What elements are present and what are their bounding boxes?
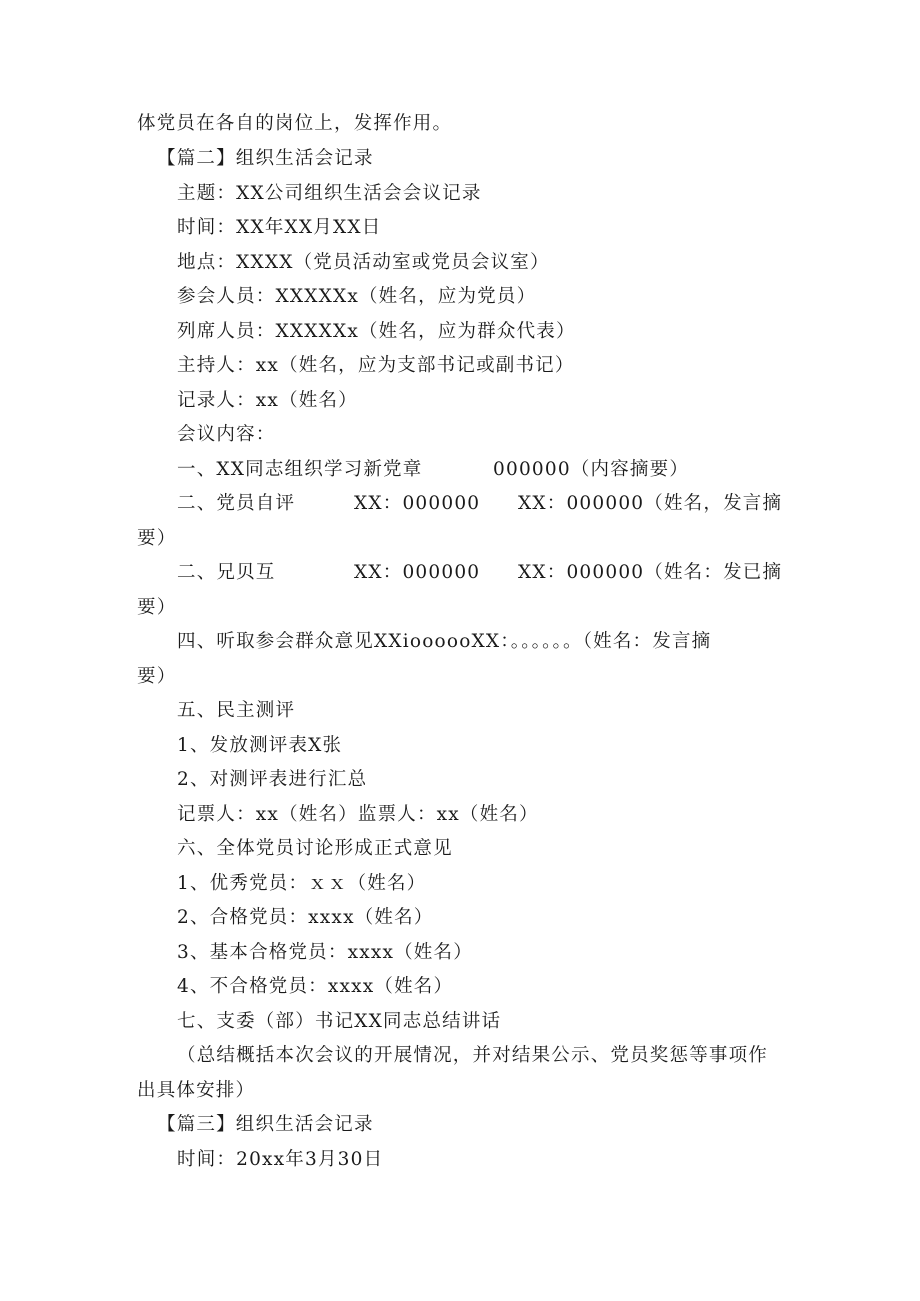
agenda-item-4-wrap: 要） <box>137 666 177 687</box>
meeting-time: 时间：XX年XX月XX日 <box>177 217 382 238</box>
agenda-item-1-summary: 000000（内容摘要） <box>493 459 690 480</box>
meeting-recorder: 记录人：xx（姓名） <box>177 390 358 411</box>
meeting-observers: 列席人员：XXXXXx（姓名，应为群众代表） <box>177 321 576 342</box>
section2-heading: 【篇二】组织生活会记录 <box>157 148 374 169</box>
section3-heading: 【篇三】组织生活会记录 <box>157 1114 374 1135</box>
intro-tail-line: 体党员在各自的岗位上，发挥作用。 <box>137 113 453 134</box>
agenda-item-3-speaker-a: XX：000000 <box>354 562 481 583</box>
agenda-item-1-title: 一、XX同志组织学习新党章 <box>177 459 423 480</box>
agenda-item-7: 七、支委（部）书记XX同志总结讲话 <box>177 1011 502 1032</box>
agenda-item-2-wrap: 要） <box>137 528 177 549</box>
agenda-item-5: 五、民主测评 <box>177 700 296 721</box>
agenda-item-2-speaker-a: XX：000000 <box>354 493 481 514</box>
meeting-place: 地点：XXXX（党员活动室或党员会议室） <box>177 252 550 273</box>
agenda-item-6-1: 1、优秀党员：ｘｘ（姓名） <box>177 873 427 894</box>
meeting-subject: 主题：XX公司组织生活会会议记录 <box>177 183 482 204</box>
agenda-item-2-title: 二、党员自评 <box>177 493 296 514</box>
agenda-item-3-wrap: 要） <box>137 597 177 618</box>
agenda-item-6-2: 2、合格党员：xxxx（姓名） <box>177 907 434 928</box>
agenda-summary: （总结概括本次会议的开展情况，并对结果公示、党员奖惩等事项作 <box>177 1045 769 1066</box>
meeting-attendees: 参会人员：XXXXXx（姓名，应为党员） <box>177 286 537 307</box>
agenda-summary-wrap: 出具体安排） <box>137 1080 256 1101</box>
agenda-item-3-title: 二、兄贝互 <box>177 562 276 583</box>
agenda-item-6: 六、全体党员讨论形成正式意见 <box>177 838 453 859</box>
agenda-item-3-speaker-b: XX：000000（姓名：发已摘 <box>518 562 783 583</box>
agenda-item-6-3: 3、基本合格党员：xxxx（姓名） <box>177 942 473 963</box>
meeting-content-label: 会议内容： <box>177 424 276 445</box>
agenda-item-5-1: 1、发放测评表X张 <box>177 735 343 756</box>
agenda-item-5-3: 记票人：xx（姓名）监票人：xx（姓名） <box>177 804 539 825</box>
agenda-item-4: 四、听取参会群众意见XXioooooXX：。。。。。。（姓名：发言摘 <box>177 631 712 652</box>
meeting-host: 主持人：xx（姓名，应为支部书记或副书记） <box>177 355 575 376</box>
agenda-item-6-4: 4、不合格党员：xxxx（姓名） <box>177 976 454 997</box>
agenda-item-2-speaker-b: XX：000000（姓名，发言摘 <box>518 493 783 514</box>
section3-time: 时间：20xx年3月30日 <box>177 1149 384 1170</box>
agenda-item-5-2: 2、对测评表进行汇总 <box>177 769 368 790</box>
